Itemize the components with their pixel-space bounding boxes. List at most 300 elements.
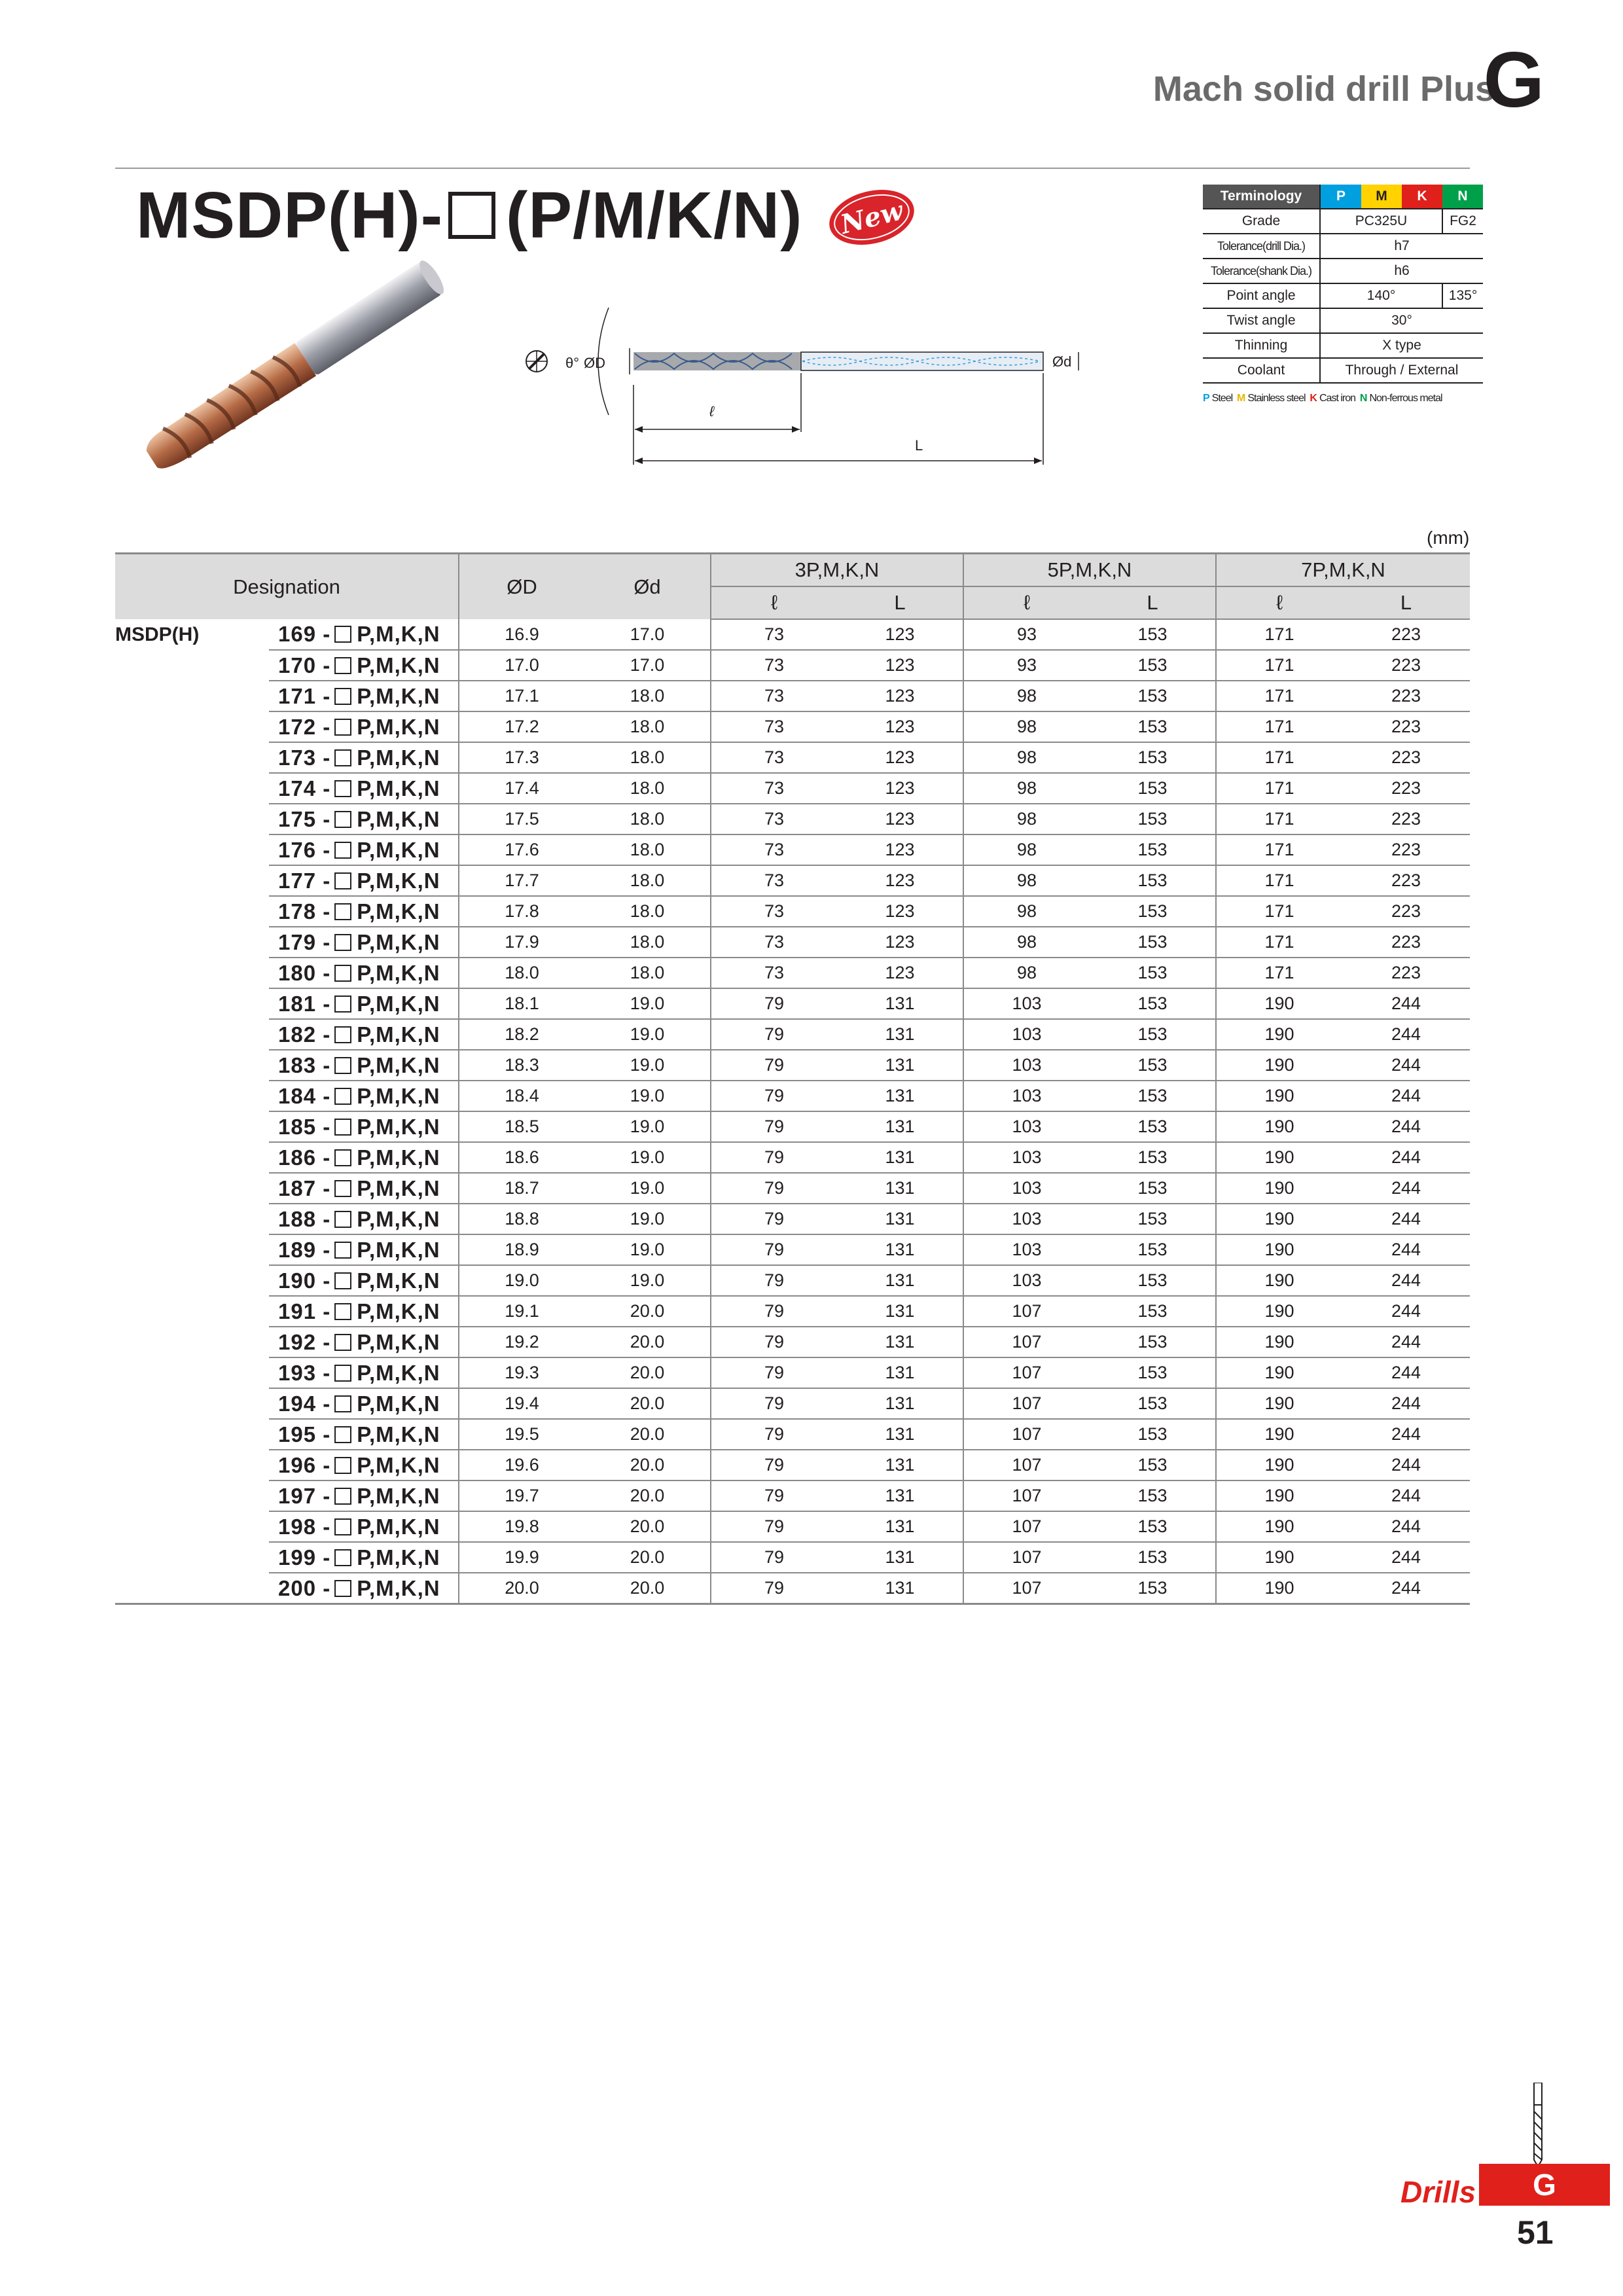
designation-code: 178 - [278, 899, 331, 924]
designation-suffix: P,M,K,N [357, 1052, 440, 1077]
table-row [115, 1204, 1470, 1234]
designation-code: 172 - [278, 714, 331, 739]
total-length-3d-cell: 131 [837, 1019, 963, 1050]
total-length-5d-cell: 153 [1090, 958, 1216, 988]
table-row [115, 650, 1470, 681]
family-cell [115, 773, 269, 804]
placeholder-box [334, 1488, 351, 1505]
designation-cell [269, 1234, 459, 1265]
table-row [115, 1419, 1470, 1450]
total-length-3d-cell: 123 [837, 834, 963, 865]
placeholder-box [334, 1549, 351, 1566]
flute-length-7d-cell: 171 [1216, 681, 1342, 711]
shank-dia-cell: 18.0 [584, 773, 711, 804]
shank-dia-cell: 20.0 [584, 1296, 711, 1327]
designation-code: 194 - [278, 1391, 331, 1416]
total-length-5d-cell: 153 [1090, 1419, 1216, 1450]
table-row [115, 1450, 1470, 1480]
flute-length-5d-cell: 98 [963, 742, 1090, 773]
drill-dia-cell: 18.4 [459, 1081, 584, 1111]
material-n: N [1442, 185, 1483, 209]
drill-dia-cell: 19.1 [459, 1296, 584, 1327]
flute-length-5d-cell: 107 [963, 1419, 1090, 1450]
table-row [115, 711, 1470, 742]
drill-dia-cell: 17.4 [459, 773, 584, 804]
flute-length-3d-cell: 79 [711, 1296, 837, 1327]
flute-length-3d-cell: 79 [711, 1511, 837, 1542]
table-row [115, 958, 1470, 988]
total-length-3d-cell: 123 [837, 804, 963, 834]
designation-table [115, 552, 1470, 1605]
total-length-3d-cell: 131 [837, 1327, 963, 1357]
family-cell [115, 1450, 269, 1480]
drill-dia-cell: 19.7 [459, 1480, 584, 1511]
family-cell: MSDP(H) [115, 623, 200, 645]
table-row [115, 1357, 1470, 1388]
designation-suffix: P,M,K,N [357, 1145, 440, 1170]
total-length-5d-cell: 153 [1090, 1542, 1216, 1573]
table-row [115, 1265, 1470, 1296]
total-length-5d-cell: 153 [1090, 804, 1216, 834]
placeholder-box [334, 1242, 351, 1259]
table-row [115, 773, 1470, 804]
table-row [115, 1173, 1470, 1204]
spec-value: h6 [1320, 259, 1483, 283]
table-row [115, 988, 1470, 1019]
legend-code: P [1203, 393, 1209, 404]
designation-suffix: P,M,K,N [357, 837, 440, 862]
total-length-3d-cell: 131 [837, 1265, 963, 1296]
shank-dia-cell: 18.0 [584, 834, 711, 865]
legend-text: Cast iron [1319, 393, 1356, 404]
placeholder-box [334, 1057, 351, 1074]
designation-cell [269, 1480, 459, 1511]
total-length-7d-cell: 223 [1342, 958, 1470, 988]
flute-length-7d-cell: 171 [1216, 804, 1342, 834]
col-flute-length: ℓ [711, 586, 837, 619]
shank-dia-cell: 20.0 [584, 1327, 711, 1357]
family-cell [115, 834, 269, 865]
flute-length-5d-cell: 98 [963, 834, 1090, 865]
designation-code: 181 - [278, 991, 331, 1016]
designation-code: 173 - [278, 745, 331, 770]
family-cell [115, 1050, 269, 1081]
flute-length-7d-cell: 171 [1216, 742, 1342, 773]
placeholder-box [334, 749, 351, 766]
table-row [115, 1573, 1470, 1604]
designation-suffix: P,M,K,N [357, 1452, 440, 1477]
total-length-5d-cell: 153 [1090, 1388, 1216, 1419]
designation-cell [269, 1142, 459, 1173]
designation-cell [269, 804, 459, 834]
drill-dia-cell: 17.8 [459, 896, 584, 927]
family-cell [115, 896, 269, 927]
flute-length-5d-cell: 107 [963, 1327, 1090, 1357]
material-p: P [1320, 185, 1361, 209]
flute-length-5d-cell: 103 [963, 1265, 1090, 1296]
designation-code: 198 - [278, 1514, 331, 1539]
designation-cell [269, 896, 459, 927]
total-length-5d-cell: 153 [1090, 1081, 1216, 1111]
designation-suffix: P,M,K,N [357, 1545, 440, 1570]
product-title-suffix: (P/M/K/N) [506, 179, 803, 252]
flute-length-7d-cell: 190 [1216, 988, 1342, 1019]
col-flute-length: ℓ [963, 586, 1090, 619]
flute-length-3d-cell: 79 [711, 1480, 837, 1511]
total-length-3d-cell: 123 [837, 742, 963, 773]
flute-length-3d-cell: 73 [711, 650, 837, 681]
drill-icon [1526, 2083, 1550, 2168]
total-length-7d-cell: 223 [1342, 927, 1470, 958]
shank-dia-cell: 18.0 [584, 681, 711, 711]
designation-suffix: P,M,K,N [357, 929, 440, 954]
shank-dia-cell: 19.0 [584, 1111, 711, 1142]
flute-length-5d-cell: 98 [963, 804, 1090, 834]
designation-cell [269, 1542, 459, 1573]
total-length-7d-cell: 244 [1342, 1450, 1470, 1480]
total-length-3d-cell: 131 [837, 1511, 963, 1542]
new-badge-text: New [837, 195, 906, 240]
legend-text: Steel [1211, 393, 1233, 404]
family-cell [115, 1357, 269, 1388]
flute-length-3d-cell: 79 [711, 1111, 837, 1142]
flute-length-3d-cell: 79 [711, 1357, 837, 1388]
flute-length-7d-cell: 190 [1216, 1573, 1342, 1604]
total-length-3d-cell: 123 [837, 650, 963, 681]
total-length-7d-cell: 244 [1342, 1327, 1470, 1357]
shank-dia-cell: 19.0 [584, 1050, 711, 1081]
designation-code: 180 - [278, 960, 331, 985]
placeholder-box [334, 1119, 351, 1136]
table-row [115, 1050, 1470, 1081]
product-title-prefix: MSDP(H)- [136, 179, 444, 252]
flute-length-3d-cell: 79 [711, 988, 837, 1019]
col-total-length: L [1342, 586, 1470, 619]
flute-length-5d-cell: 107 [963, 1480, 1090, 1511]
shank-dia-label: Ød [1052, 353, 1072, 370]
designation-cell [269, 1204, 459, 1234]
flute-length-3d-cell: 73 [711, 742, 837, 773]
flute-length-7d-cell: 190 [1216, 1081, 1342, 1111]
designation-cell [269, 773, 459, 804]
total-length-7d-cell: 223 [1342, 834, 1470, 865]
designation-cell [269, 1265, 459, 1296]
unit-label: (mm) [1427, 528, 1470, 548]
legend-text: Non-ferrous metal [1369, 393, 1442, 404]
total-length-3d-cell: 131 [837, 988, 963, 1019]
flute-length-5d-cell: 107 [963, 1296, 1090, 1327]
spec-value-alt: FG2 [1442, 209, 1483, 234]
designation-cell [269, 958, 459, 988]
designation-code: 179 - [278, 929, 331, 954]
total-length-5d-cell: 153 [1090, 1573, 1216, 1604]
placeholder-box [334, 1026, 351, 1043]
table-row [115, 927, 1470, 958]
total-length-3d-cell: 131 [837, 1234, 963, 1265]
designation-cell [269, 1081, 459, 1111]
designation-code: 195 - [278, 1422, 331, 1446]
section-title: Mach solid drill Plus [1152, 69, 1495, 109]
shank-dia-cell: 19.0 [584, 1173, 711, 1204]
designation-suffix: P,M,K,N [357, 1422, 440, 1446]
designation-suffix: P,M,K,N [357, 1022, 440, 1047]
designation-code: 170 - [278, 653, 331, 677]
flute-length-5d-cell: 107 [963, 1573, 1090, 1604]
family-cell [115, 1081, 269, 1111]
designation-code: 191 - [278, 1299, 331, 1323]
drill-dia-cell: 19.9 [459, 1542, 584, 1573]
designation-cell [269, 650, 459, 681]
table-row [115, 865, 1470, 896]
placeholder-box [334, 842, 351, 859]
family-cell [115, 650, 269, 681]
table-row [115, 619, 1470, 650]
flute-length-5d-cell: 93 [963, 619, 1090, 650]
flute-length-3d-cell: 79 [711, 1573, 837, 1604]
total-length-7d-cell: 244 [1342, 1173, 1470, 1204]
shank-dia-cell: 20.0 [584, 1573, 711, 1604]
designation-table-container [115, 552, 1470, 1605]
placeholder-box [334, 688, 351, 705]
designation-code: 183 - [278, 1052, 331, 1077]
designation-suffix: P,M,K,N [357, 960, 440, 985]
placeholder-box [334, 1518, 351, 1535]
flute-length-3d-cell: 73 [711, 681, 837, 711]
table-row [115, 1327, 1470, 1357]
shank-dia-cell: 20.0 [584, 1480, 711, 1511]
flute-length-3d-cell: 73 [711, 865, 837, 896]
total-length-3d-cell: 131 [837, 1081, 963, 1111]
flute-length-3d-cell: 79 [711, 1050, 837, 1081]
family-cell [115, 1142, 269, 1173]
flute-length-7d-cell: 190 [1216, 1450, 1342, 1480]
shank-dia-cell: 19.0 [584, 1265, 711, 1296]
designation-suffix: P,M,K,N [357, 868, 440, 893]
designation-cell [269, 681, 459, 711]
header-divider [115, 168, 1470, 169]
shank-dia-cell: 18.0 [584, 927, 711, 958]
family-cell [115, 1111, 269, 1142]
total-length-7d-cell: 223 [1342, 896, 1470, 927]
total-length-3d-cell: 131 [837, 1111, 963, 1142]
total-length-7d-cell: 244 [1342, 1419, 1470, 1450]
total-length-7d-cell: 244 [1342, 1234, 1470, 1265]
family-cell [115, 711, 269, 742]
table-row [115, 1081, 1470, 1111]
shank-dia-cell: 19.0 [584, 1204, 711, 1234]
drill-dia-cell: 19.6 [459, 1450, 584, 1480]
drill-photo [111, 249, 478, 484]
spec-value: Through / External [1320, 358, 1483, 383]
shank-dia-cell: 17.0 [584, 650, 711, 681]
flute-length-7d-cell: 190 [1216, 1511, 1342, 1542]
total-length-5d-cell: 153 [1090, 650, 1216, 681]
flute-length-5d-cell: 98 [963, 773, 1090, 804]
col-total-length: L [837, 586, 963, 619]
flute-length-3d-cell: 73 [711, 958, 837, 988]
family-cell [115, 865, 269, 896]
spec-label: Thinning [1203, 333, 1320, 358]
flute-length-7d-cell: 190 [1216, 1419, 1342, 1450]
table-row [115, 1388, 1470, 1419]
drill-dia-cell: 17.3 [459, 742, 584, 773]
total-length-3d-cell: 123 [837, 896, 963, 927]
drill-dia-cell: 17.2 [459, 711, 584, 742]
designation-code: 169 - [278, 622, 331, 646]
flute-length-5d-cell: 107 [963, 1357, 1090, 1388]
flute-length-3d-cell: 79 [711, 1142, 837, 1173]
flute-length-5d-cell: 107 [963, 1511, 1090, 1542]
drill-dia-cell: 18.0 [459, 958, 584, 988]
total-length-3d-cell: 123 [837, 927, 963, 958]
designation-cell [269, 927, 459, 958]
family-cell [115, 1480, 269, 1511]
family-cell [115, 1327, 269, 1357]
designation-suffix: P,M,K,N [357, 622, 440, 646]
spec-value: 30° [1320, 308, 1483, 333]
family-cell [115, 927, 269, 958]
flute-length-3d-cell: 79 [711, 1234, 837, 1265]
drill-dia-cell: 19.2 [459, 1327, 584, 1357]
drill-end-view-icon [526, 351, 547, 372]
total-length-7d-cell: 244 [1342, 1542, 1470, 1573]
flute-length-3d-cell: 79 [711, 1388, 837, 1419]
shank-dia-cell: 20.0 [584, 1419, 711, 1450]
spec-value: PC325U [1320, 209, 1442, 234]
designation-suffix: P,M,K,N [357, 1329, 440, 1354]
legend-text: Stainless steel [1247, 393, 1306, 404]
family-cell [115, 958, 269, 988]
total-length-7d-cell: 244 [1342, 1050, 1470, 1081]
flute-length-5d-cell: 103 [963, 988, 1090, 1019]
flute-length-5d-cell: 103 [963, 1234, 1090, 1265]
table-row [115, 1511, 1470, 1542]
drill-diagram [510, 301, 1099, 471]
new-badge [826, 187, 918, 247]
col-designation: Designation [115, 554, 459, 620]
flute-length-7d-cell: 171 [1216, 958, 1342, 988]
designation-cell [269, 1111, 459, 1142]
flute-length-7d-cell: 190 [1216, 1388, 1342, 1419]
total-length-3d-cell: 131 [837, 1050, 963, 1081]
flute-length-7d-cell: 190 [1216, 1480, 1342, 1511]
total-length-3d-cell: 131 [837, 1296, 963, 1327]
designation-suffix: P,M,K,N [357, 1575, 440, 1600]
table-row [115, 1542, 1470, 1573]
total-length-3d-cell: 131 [837, 1173, 963, 1204]
col-total-length: L [1090, 586, 1216, 619]
drill-dia-cell: 18.7 [459, 1173, 584, 1204]
shank-dia-cell: 20.0 [584, 1357, 711, 1388]
designation-suffix: P,M,K,N [357, 653, 440, 677]
total-length-3d-cell: 131 [837, 1542, 963, 1573]
placeholder-box [334, 1180, 351, 1197]
shank-dia-cell: 18.0 [584, 711, 711, 742]
shank-dia-cell: 19.0 [584, 1081, 711, 1111]
flute-length-7d-cell: 190 [1216, 1296, 1342, 1327]
shank-dia-cell: 20.0 [584, 1388, 711, 1419]
drill-dia-cell: 17.1 [459, 681, 584, 711]
designation-code: 188 - [278, 1206, 331, 1231]
designation-suffix: P,M,K,N [357, 1237, 440, 1262]
flute-length-7d-cell: 190 [1216, 1542, 1342, 1573]
drill-dia-cell: 17.9 [459, 927, 584, 958]
flute-length-7d-cell: 190 [1216, 1019, 1342, 1050]
total-length-5d-cell: 153 [1090, 1480, 1216, 1511]
total-length-5d-cell: 153 [1090, 1234, 1216, 1265]
flute-length-5d-cell: 103 [963, 1081, 1090, 1111]
total-length-7d-cell: 223 [1342, 681, 1470, 711]
shank-dia-cell: 19.0 [584, 988, 711, 1019]
flute-length-3d-cell: 79 [711, 1173, 837, 1204]
flute-length-7d-cell: 171 [1216, 865, 1342, 896]
designation-cell [269, 1357, 459, 1388]
placeholder-box [334, 903, 351, 920]
spec-label: Coolant [1203, 358, 1320, 383]
total-length-5d-cell: 153 [1090, 1019, 1216, 1050]
total-length-3d-cell: 123 [837, 773, 963, 804]
total-length-5d-cell: 153 [1090, 834, 1216, 865]
designation-code: 182 - [278, 1022, 331, 1047]
family-cell [115, 1419, 269, 1450]
total-length-5d-cell: 153 [1090, 773, 1216, 804]
placeholder-box [334, 996, 351, 1013]
drill-dia-cell: 20.0 [459, 1573, 584, 1604]
designation-cell [269, 619, 459, 650]
designation-code: 192 - [278, 1329, 331, 1354]
shank-dia-cell: 20.0 [584, 1450, 711, 1480]
placeholder-box [334, 872, 351, 889]
designation-cell [269, 1296, 459, 1327]
designation-suffix: P,M,K,N [357, 745, 440, 770]
flute-length-5d-cell: 93 [963, 650, 1090, 681]
drill-dia-cell: 18.9 [459, 1234, 584, 1265]
total-length-7d-cell: 244 [1342, 1142, 1470, 1173]
drill-dia-cell: 19.3 [459, 1357, 584, 1388]
shank-dia-cell: 17.0 [584, 619, 711, 650]
total-length-7d-cell: 244 [1342, 1511, 1470, 1542]
drill-dia-cell: 16.9 [459, 619, 584, 650]
designation-suffix: P,M,K,N [357, 991, 440, 1016]
flute-length-7d-cell: 190 [1216, 1234, 1342, 1265]
footer-section-tab: G [1479, 2164, 1610, 2206]
total-length-7d-cell: 244 [1342, 1265, 1470, 1296]
total-length-7d-cell: 244 [1342, 1357, 1470, 1388]
shank-dia-cell: 18.0 [584, 958, 711, 988]
designation-cell [269, 988, 459, 1019]
family-cell [115, 1573, 269, 1604]
total-length-5d-cell: 153 [1090, 927, 1216, 958]
family-cell [115, 742, 269, 773]
designation-suffix: P,M,K,N [357, 1206, 440, 1231]
total-length-3d-cell: 131 [837, 1204, 963, 1234]
designation-suffix: P,M,K,N [357, 714, 440, 739]
flute-length-label: ℓ [709, 403, 715, 420]
total-length-3d-cell: 131 [837, 1142, 963, 1173]
family-cell [115, 1204, 269, 1234]
placeholder-box [334, 1457, 351, 1474]
total-length-5d-cell: 153 [1090, 619, 1216, 650]
total-length-3d-cell: 123 [837, 865, 963, 896]
total-length-5d-cell: 153 [1090, 1511, 1216, 1542]
total-length-3d-cell: 123 [837, 681, 963, 711]
drill-dia-cell: 19.0 [459, 1265, 584, 1296]
total-length-5d-cell: 153 [1090, 711, 1216, 742]
drill-dia-cell: 17.7 [459, 865, 584, 896]
total-length-5d-cell: 153 [1090, 1450, 1216, 1480]
designation-code: 177 - [278, 868, 331, 893]
flute-length-7d-cell: 171 [1216, 650, 1342, 681]
